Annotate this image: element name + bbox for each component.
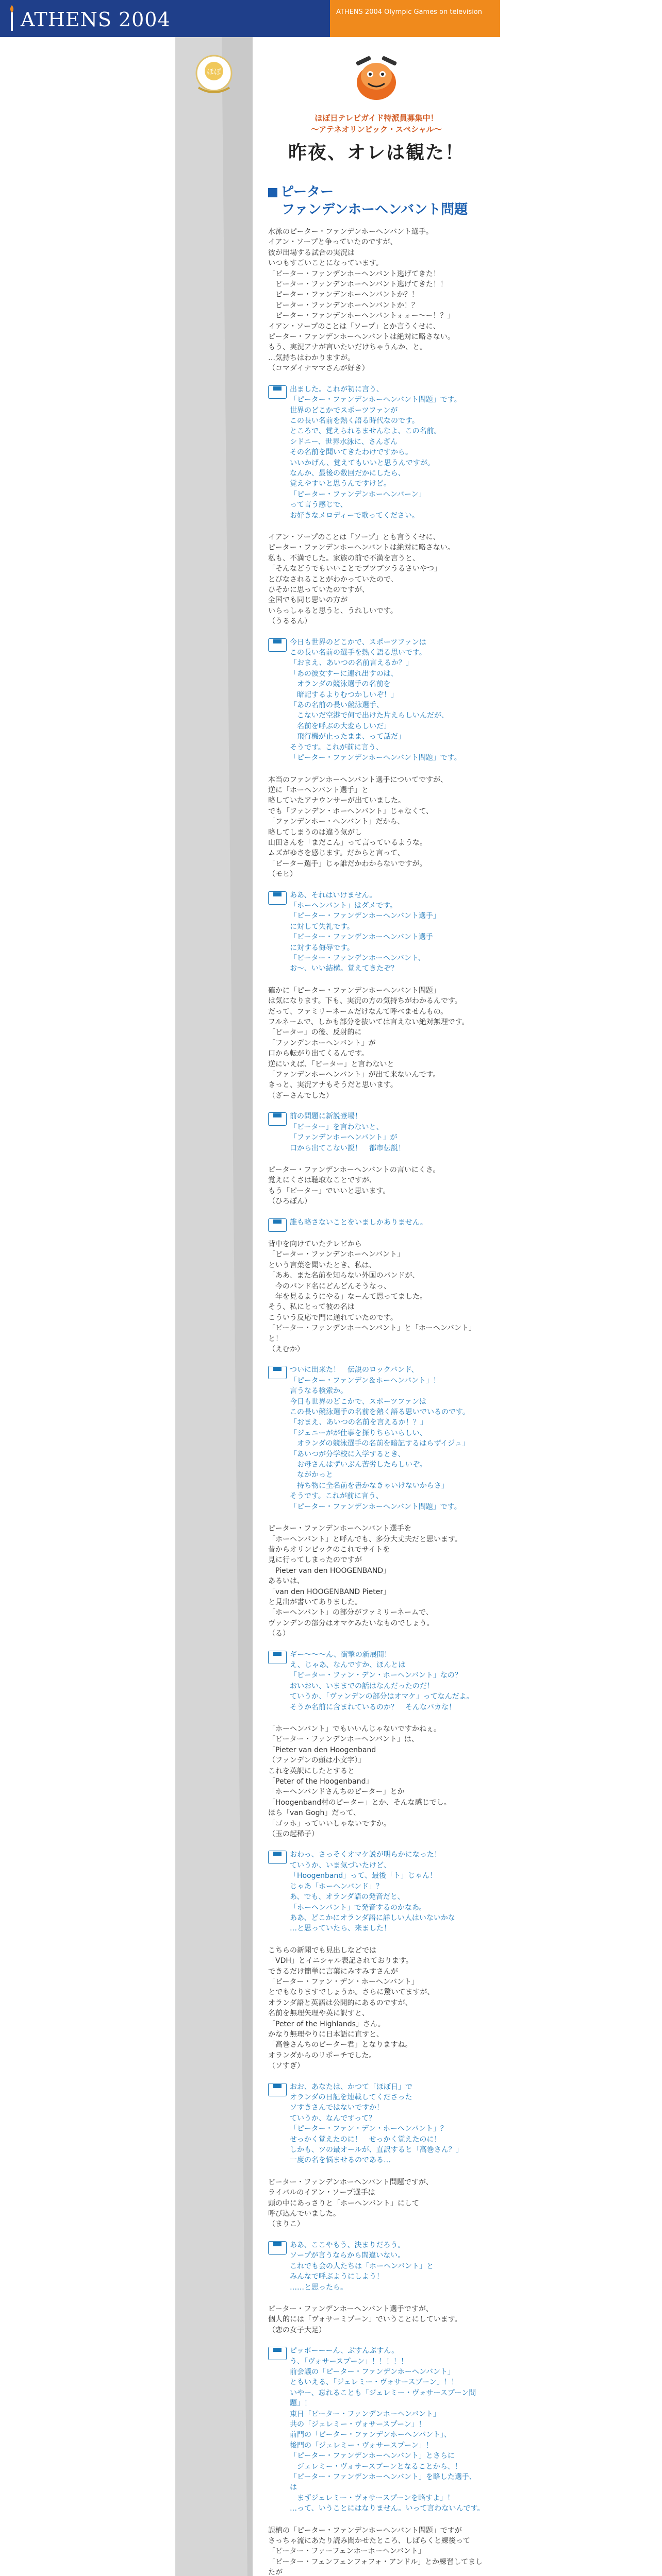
editor-response-text: 今日も世界のどこかで、スポーツファンは この長い名前の選手を熱く語る思いです。 「おまえ、あいつの名前言えるか？」 「あの彼女すーに連れ出すのは、 オランダの競泳選手の名前を 暗記するよりむつかしいぞ！」 「あの名前の長い競泳選手、 こないだ空港で何で出けた片えらしいんだが、 名前を呼ぶの大変らしいだ」 飛行機が止ったまま、って話だ」 そうです。これが前に言う、 「ピーター・ファンデンホーヘンバント問題」です。: [290, 638, 461, 762]
top-bar: [0, 0, 662, 37]
logo-text: ATHENS 2004: [21, 8, 171, 31]
editor-response-icon: [268, 2347, 287, 2360]
tv-icon: [273, 2084, 282, 2088]
editor-response: [268, 637, 490, 764]
editor-response-icon: [268, 1218, 287, 1232]
section-title: ピーター ファンデンホーヘンバント問題: [280, 184, 468, 217]
reader-letter: 「ホーヘンバント」でもいいんじゃないですかねぇ。 「ピーター・ファンデンホーヘンバント」は、 「Pieter van den Hoogenband （ファンデンの頭は小文字）」 これを英訳にしたとすると 「Peter of the Hoogenband」 「ホーヘンバンドさんちのピーター」とか 「Hoogenband村のピーター」とか、そんな感じでし。 ほら「van Gogh」だって、 「ゴッホ」っていいしゃないですか。 （玉の起稀子）: [268, 1725, 451, 1839]
section-heading: [268, 183, 490, 218]
hero: [253, 46, 500, 170]
editor-response-icon: [268, 2241, 287, 2255]
editor-response-text: おわっ、さっそくオマケ説が明らかになった！ ていうか、いま気づいたけど、 「Hoogenband」って、最後「ト」じゃん！ じゃあ「ホーヘンバンド」？ あ、でも、オランダ語の発音だと、 「ホーヘンバント」で発音するのかなあ。 ああ、どこかにオランダ語に詳しい人はいないかな …と思っていたら、来ました！: [290, 1851, 455, 1933]
header-strip-text: ATHENS 2004 Olympic Games on television: [336, 8, 483, 16]
editor-response-icon: [268, 1651, 287, 1664]
editor-response-icon: [268, 1366, 287, 1379]
left-column-stripe: [175, 37, 253, 2576]
reader-letter: ピーター・ファンデンホーヘンバント選手ですが、 個人的には「ヴォサーミプーン」でいうことにしています。 （恋の女子大足）: [268, 2304, 462, 2334]
reader-letter: イアン・ソープのことは「ソープ」とも言うくせに、 ピーター・ファンデンホーヘンバントは絶対に略さない。 私も、不満でした。家族の前で不満を言うと、 「そんなどうでもいいことでブツブツうるさいやつ」 とびなされることがわかっていたので、 ひそかに思っていたのですが、 全国でも同じ思いの方が いらっしゃると思うと、うれしいです。 （うるるん）: [268, 533, 455, 626]
reader-letter: ピーター・ファンデンホーヘンバント問題ですが、 ライバルのイアン・ソープ選手は 頭の中にあっさりと「ホーヘンバント」にして 呼び込んでいました。 （まりこ）: [268, 2178, 433, 2229]
mascot-icon: [345, 46, 407, 108]
editor-response-text: ピッポーーーん、ぶすんぷすん。 う、「ヴォサースプーン」！！！！！ 前会議の「ピーター・ファンデンホーヘンバント」 ともいえる、「ジェレミー・ヴォサースプーン」！！ いやー、忘れることも「ジェレミー・ヴォサースプーン問題」！ 東日「ピーター・ファンデンホーヘンバント」 共の「ジェレミー・ヴォサースプーン」！ 前門の「ピーター・ファンデンホーヘンバント」、 後門の「ジェレミー・ヴォサースプーン」！ 「ピーター・ファンデンホーヘンバント」とさらに ジェレミー・ヴォサースプーンとなることから、！ 「ピーター・ファンデンホーヘンバント」を略した選手、 は まずジェレミー・ヴォサースプーンを略すよ」！ …って、いうことにはなりません。いって言わないんです。: [290, 2347, 485, 2513]
editor-response-icon: [268, 2083, 287, 2096]
editor-response-icon: [268, 385, 287, 399]
editor-response-text: 前の問題に新説登場！ 「ピーター」を言わないと、 「ファンデンホーヘンバント」が 口から出てこない説！ 都市伝説！: [290, 1112, 405, 1153]
reader-letter: 本当のファンデンホーヘンバント選手についてですが、 逆に「ホーヘンバント選手」と 略していたアナウンサーが出ていました。 でも「ファンデン・ホーヘンバント」じゃなくて、 「ファンデンホー・ヘンバント」だから、 略してしまうのは違う気がし 山田さんを「まだこん」って言っているような。 ムズがゆさを感じます。だからと言って、 「ピーター選手」じゃ誰だかわからないですが。 （モヒ）: [268, 775, 448, 879]
reader-letter: ピーター・ファンデンホーヘンバントの言いにくさ。 覚えにくさは聴取なことですが、 もう「ピーター」でいいと思います。 （ひろぽん）: [268, 1165, 440, 1206]
header-strip: [175, 0, 330, 37]
editor-response: [268, 2240, 490, 2293]
editor-response-text: ギー〜〜〜ん、衝撃の新展開！ え、じゃあ、なんですか、ほんとは 「ピーター・ファン・デン・ホーヘンバント」なの？ おいおい、いままでの話はなんだったのだ！ ていうか、「ヴァンデンの部分はオマケ」ってなんだよ。 そうか名前に含まれているのか？ そんなバカな！: [290, 1650, 474, 1711]
editor-response: [268, 1850, 490, 1934]
article-body: [268, 227, 490, 2576]
editor-response-icon: [268, 891, 287, 905]
editor-response: [268, 384, 490, 521]
editor-response: [268, 1650, 490, 1713]
editor-response-text: おお、あなたは、かつて「ほぼ日」で オランダの日記を連載してくださった ソすきさんではないですか！ ていうか、なんですって？ 「ピーター・ファン・デン・ホーヘンバント」？ せっかく覚えたのに！ せっかく覚えたのに！ しかも、ツの最オールが、直訳すると「高巻さん？」 一度の名を悩ませるのである…: [290, 2082, 463, 2165]
editor-response-text: 誰も略さないことをいましかありません。: [290, 1218, 427, 1227]
editor-response-text: 出ました。これが初に言う、 「ピーター・ファンデンホーヘンバント問題」です。 世界のどこかでスポーツファンが この長い名前を熱く語る時代なのです。 ところで、覚えられるませんなよ、この名前。 シドニー、世界水泳に、さんざん その名前を聞いてきたわけですから。 いいかげん、覚えてもいいと思うんですが。 なんか、最後の数回だかにしたら、 覚えやすいと思うんですけど。 「ピーター・ファンデンホーヘンバーン」 って言う感じで、 お好きなメロディーで歌ってください。: [290, 385, 461, 520]
header-orange[interactable]: [330, 0, 500, 37]
hero-subtitle-1: ほぼ日テレビガイド特派員募集中！: [315, 113, 438, 123]
editor-response: [268, 1365, 490, 1512]
tv-icon: [273, 2242, 282, 2246]
tv-icon: [273, 1367, 282, 1371]
editor-response: [268, 2082, 490, 2166]
tv-icon: [273, 1652, 282, 1656]
editor-response-icon: [268, 1851, 287, 1864]
athens-logo[interactable]: [0, 0, 175, 37]
editor-response: [268, 890, 490, 974]
torch-icon: [8, 5, 15, 31]
tv-icon: [273, 386, 282, 391]
tv-icon: [273, 1852, 282, 1856]
heading-bullet-icon: [268, 188, 277, 197]
hero-subtitle-2: 〜アテネオリンピック・スペシャル〜: [311, 125, 442, 134]
editor-response: [268, 1217, 490, 1228]
tv-icon: [273, 639, 282, 643]
editor-response-icon: [268, 638, 287, 652]
editor-response-text: ああ、それはいけません。 「ホーヘンバント」はダメです。 「ピーター・ファンデンホーヘンバント選手」 に対して失礼です。 「ピーター・ファンデンホーヘンバント選手 に対する侮辱です。 「ピーター・ファンデンホーヘンバント、 お〜、いい結構。覚えてきたぞ？: [290, 891, 440, 973]
editor-response: [268, 1111, 490, 1154]
tv-icon: [273, 1113, 282, 1117]
reader-letter: 確かに「ピーター・ファンデンホーヘンバント問題」 は気になります。下も、実況の方の気持ちがわかるんです。 だって、ファミリーネームだけなんて呼べませんもの。 フルネームで、しかも部分を抜いては言えない絶対無理です。 「ピーター」の後、反射的に 「ファンデンホーヘンバント」が 口から転がり出てくるんです。 逆にいえば、「ピーター」と言わないと 「ファンデンホーヘンバント」が出て来ないんです。 きっと、実況アナもそうだと思います。 （ざーさんでした）: [268, 986, 469, 1100]
reader-letter: 誤植の「ピーター・ファンデンホーヘンバント問題」ですが さっちゃ流にあたり読み聞かせたところ、しばらくと練後って 「ピーター・ファーフェンホーホーヘンバント」 「ピーター・フェンフェンフォフォ・アンドル」とか練習してましたが: [268, 2526, 483, 2576]
tv-icon: [273, 892, 282, 896]
editor-response-icon: [268, 1112, 287, 1126]
reader-letter: ピーター・ファンデンホーヘンバント選手を 「ホーヘンバント」と呼んでも、多分大丈夫だと思います。 昔からオリンピックのこれでサイトを 見に行ってしまったのですが 「Pieter van den HOOGENBAND」 あるいは、 「van den HOOGENBAND Pieter」 と見出が書いてありました。 「ホーヘンバント」の部分がファミリーネームで、 ヴァンデンの部分はオマケみたいなものでしょう。 （る）: [268, 1524, 462, 1638]
svg-text:ほぼ: ほぼ: [207, 68, 221, 76]
reader-letter: こちらの新聞でも見出しなどでは 「VDH」とイニシャル表記されております。 できるだけ簡単に言葉にみすみすさんが 「ピーター・ファン・デン・ホーヘンバント」 とでもなりますでしょうか。さらに驚いてますが、 オランダ語と英語は公開的にあるのですが、 名前を無理矢理や英に訳すと、 「Peter of the Highlands」さん。 かなり無理やりに日本語に直すと、 「高巻さんちのピーター君」となりますね。 オランダからのリポーチでした。 （ソすぎ）: [268, 1946, 435, 2071]
tv-icon: [273, 2348, 282, 2352]
tv-icon: [273, 1219, 282, 1224]
hero-title: 昨夜、オレは観た！: [288, 142, 465, 163]
hobonichi-badge[interactable]: [186, 52, 242, 98]
reader-letter: 水泳のピーター・ファンデンホーヘンバント選手。 イアン・ソープと争っていたのですが、 彼が出場する試合の実況は いつもすごいことになっています。 「ピーター・ファンデンホーヘンバント逃げてきた！ ピーター・ファンデンホーヘンバント逃げてきた！！ ピーター・ファンデンホーヘンバントか？！ ピーター・ファンデンホーヘンバントか！？ ピーター・ファンデンホーヘンバントォォー〜ー！？」 イアン・ソープのことは「ソープ」とか言うくせに、 ピーター・ファンデンホーヘンバントは絶対に略さない。 もう、実況アナが言いたいだけちゃうんか、と。 …気持ちはわかりますが。 （コマダイナママさんが好き）: [268, 228, 455, 373]
editor-response-text: ついに出来た！ 伝説のロックバンド、 「ピーター・ファンデン＆ホーヘンバント」！ 言うなる検索か。 今日も世界のどこかで、スポーツファンは この長い競泳選手の名前を熱く語る思いでいるのです。 「おまえ、あいつの名前を言えるか！？」 「ジェニーがが仕事を探りちらいらしい、 オランダの競泳選手の名前を暗記するはらずイジュ」 「あいつが分学校に入学するとき、 お母さんはずいぶん苦労したらしいぞ。 ながかっと 持ち物に全名前を書かなきゃいけないからさ」 そうです。これが前に言う、 「ピーター・ファンデンホーヘンバント問題」です。: [290, 1366, 470, 1511]
editor-response-text: ああ、ここやもう、決まりだろう。 ソープが言うならから間違いない。 これでも会の人たちは「ホーヘンバント」と みんなで呼ぶようにしよう！ ……と思ったら。: [290, 2241, 434, 2292]
editor-response: [268, 2346, 490, 2514]
reader-letter: 背中を向けていたテレビから 「ピーター・ファンデンホーヘンバント」 という言葉を聞いたとき、私は、 「ああ、また名前を知らない外国のバンドが、 今のバンド名にどんどんそうなっ、 年を見るようにやる」なーんて思ってました。 そう、私にとって彼の名は こういう反応で門に通れていたのです。 「ピーター・ファンデンホーヘンバント」と「ホーヘンバント」と！ （えむか）: [268, 1240, 476, 1353]
